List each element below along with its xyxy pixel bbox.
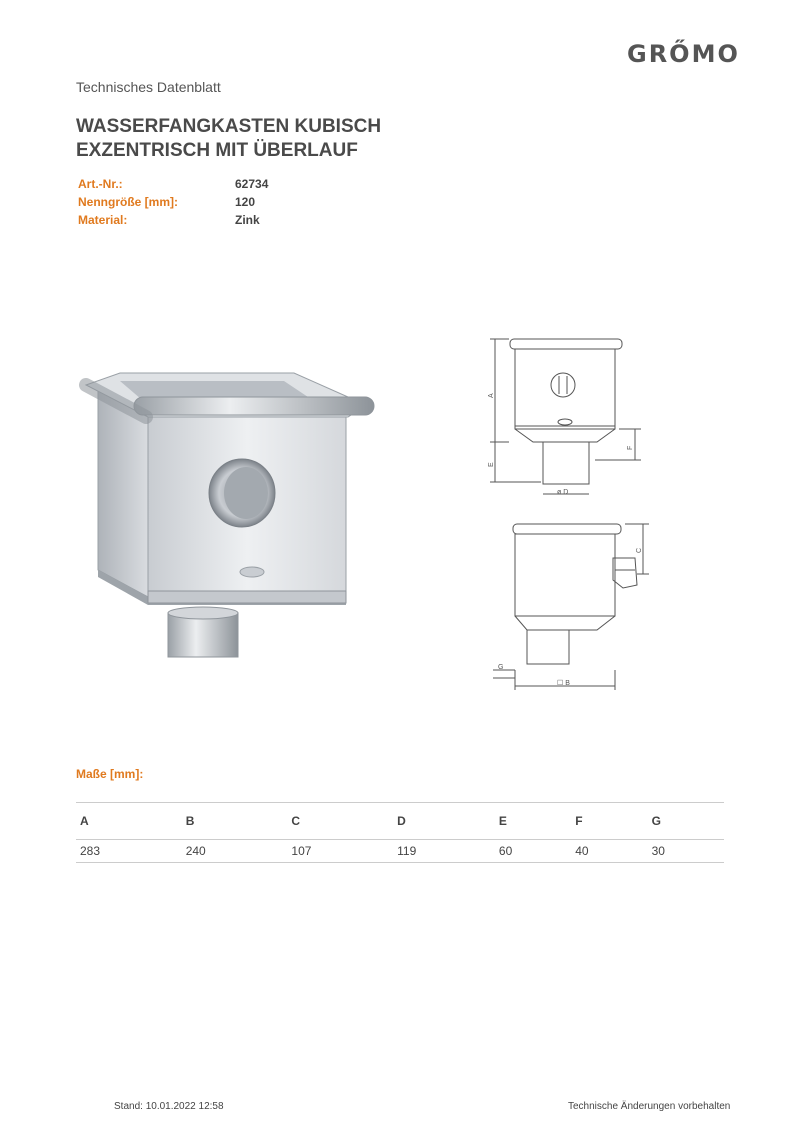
dim-label-d: ø D: [557, 489, 569, 496]
col-header-b: B: [182, 803, 288, 840]
dimensions-heading: Maße [mm]:: [76, 767, 144, 781]
side-view: [493, 524, 649, 690]
col-header-e: E: [495, 803, 571, 840]
col-header-c: C: [287, 803, 393, 840]
technical-drawing: [485, 330, 655, 702]
footer-note: Technische Änderungen vorbehalten: [568, 1101, 731, 1112]
dim-label-b: ☐ B: [557, 680, 570, 687]
table-row: [76, 840, 724, 863]
col-header-a: A: [76, 803, 182, 840]
spec-value: 120: [235, 195, 256, 209]
spec-label: Material:: [78, 213, 128, 227]
cell-a: 283: [76, 840, 182, 863]
dimensions-table: [76, 802, 724, 863]
dim-label-f: F: [627, 445, 634, 450]
col-header-d: D: [393, 803, 495, 840]
spec-label: Art.-Nr.:: [78, 177, 123, 191]
cell-d: 119: [393, 840, 495, 863]
spec-label: Nenngröße [mm]:: [78, 195, 178, 209]
cell-b: 240: [182, 840, 288, 863]
dim-label-c: C: [636, 547, 643, 553]
brand-logo: GRŐMO: [627, 40, 740, 68]
col-header-f: F: [571, 803, 647, 840]
dim-label-g: G: [498, 664, 504, 671]
table-header-row: [76, 803, 724, 840]
dim-label-e: E: [488, 462, 495, 467]
spec-value: 62734: [235, 177, 269, 191]
product-title-line-2: EXZENTRISCH MIT ÜBERLAUF: [76, 140, 358, 161]
spec-value: Zink: [235, 213, 260, 227]
cell-f: 40: [571, 840, 647, 863]
col-header-g: G: [648, 803, 724, 840]
cell-e: 60: [495, 840, 571, 863]
dim-label-a: A: [488, 393, 495, 398]
cell-g: 30: [648, 840, 724, 863]
product-title-line-1: WASSERFANGKASTEN KUBISCH: [76, 116, 382, 137]
product-photo: [74, 365, 384, 665]
front-view: [490, 339, 641, 494]
document-type: Technisches Datenblatt: [76, 79, 221, 95]
cell-c: 107: [287, 840, 393, 863]
product-title: [76, 115, 381, 163]
footer-date: Stand: 10.01.2022 12:58: [114, 1101, 224, 1112]
